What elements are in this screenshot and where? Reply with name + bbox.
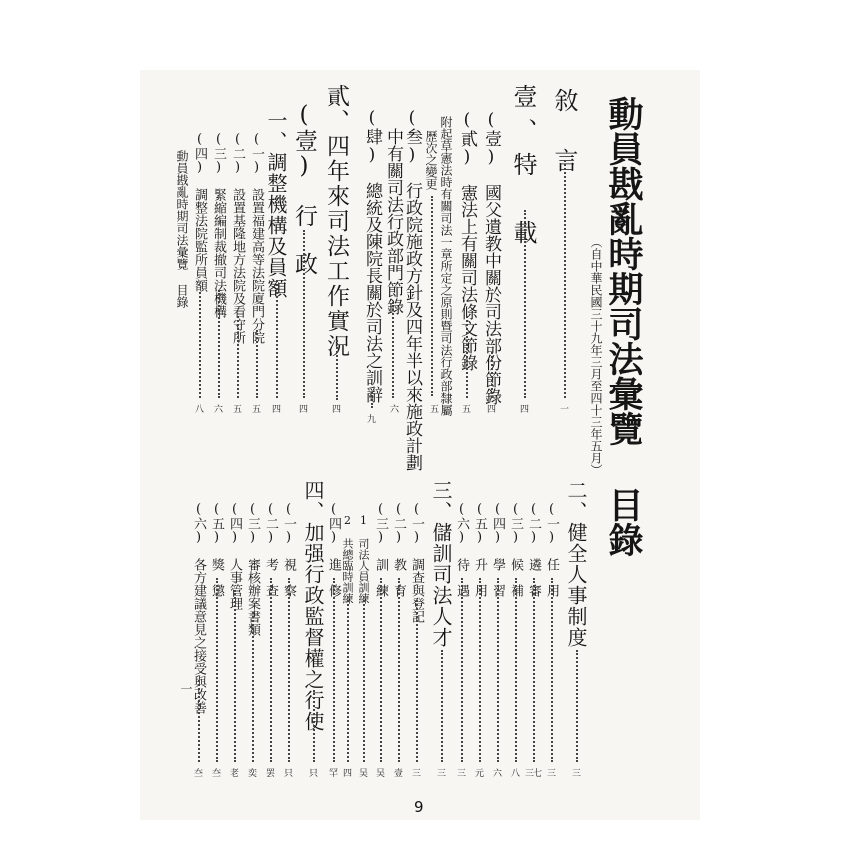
toc-entry: (一) 任 用 — [544, 502, 559, 597]
toc-leader — [256, 330, 258, 398]
toc-entry: (二) 考 查 — [263, 502, 278, 597]
toc-page: 夳 — [193, 769, 203, 779]
toc-page: 六 — [492, 769, 502, 779]
toc-leader — [515, 578, 517, 762]
toc-entry: (二) 設置基隆地方法院及看守所 — [230, 132, 245, 344]
toc-entry-preface: 敘 言 — [550, 88, 578, 178]
toc-entry: (五) 升 用 — [472, 502, 487, 597]
toc-entry: (六) 待 遇 — [454, 502, 469, 597]
toc-page: 四 — [298, 405, 308, 415]
toc-entry: (三) 審核辦案書類 — [245, 502, 260, 636]
toc-entry: (二) 遴 審 — [526, 502, 541, 597]
margin-running-title: 動員戡亂時期司法彙覽 目錄 — [175, 150, 189, 308]
toc-page: 夳 — [211, 769, 221, 779]
toc-entry: (四) 調整法院監所員額 — [192, 132, 207, 292]
toc-leader — [461, 578, 463, 762]
toc-page: 三七 — [524, 769, 542, 779]
toc-leader — [333, 578, 335, 762]
page-number: 9 — [414, 798, 424, 816]
toc-page: 罢 — [265, 769, 275, 779]
toc-leader — [533, 578, 535, 762]
toc-page: 六 — [389, 405, 399, 415]
toc-entry: (五) 獎 懲 — [209, 502, 224, 597]
toc-page: 三 — [456, 769, 466, 779]
toc-page: 老 — [229, 769, 239, 779]
toc-leader — [551, 578, 553, 762]
toc-entry: (一) 設置福建高等法院廈門分院 — [249, 132, 264, 344]
toc-leader — [380, 578, 382, 762]
toc-leader — [564, 160, 566, 398]
toc-page: 五 — [461, 405, 471, 415]
toc-leader — [313, 690, 315, 762]
toc-leader — [441, 650, 443, 762]
toc-entry: (三) 緊縮編制裁撤司法機構 — [211, 132, 226, 318]
toc-leader — [363, 600, 365, 762]
toc-entry: (一) 調查與登記 — [409, 502, 424, 623]
toc-entry: (四) 進 修 — [326, 502, 341, 597]
toc-page: 五 — [429, 405, 439, 415]
toc-entry-appendix-cont: 歷次之變更 — [424, 130, 438, 190]
toc-leader — [524, 210, 526, 398]
toc-entry-cont: 中有關司法行政部門節錄 — [383, 128, 403, 315]
toc-page: 五 — [232, 405, 242, 415]
toc-leader — [392, 302, 394, 398]
toc-entry-heading: 三、儲訓司法人才 — [429, 480, 453, 648]
toc-entry: (三) 候 補 — [508, 502, 523, 597]
toc-leader — [270, 578, 272, 762]
toc-leader — [237, 316, 239, 398]
toc-page: 四 — [342, 769, 352, 779]
toc-page: 四 — [271, 405, 281, 415]
document-subtitle: （自中華民國三十九年三月至四十三年五月） — [589, 236, 603, 476]
toc-entry-section-2: 貳、四年來司法工作實況 — [323, 84, 349, 359]
toc-page: 六 — [213, 405, 223, 415]
toc-entry: (貳) 憲法上有關司法條文節錄 — [457, 110, 477, 371]
toc-leader — [276, 280, 278, 398]
toc-page: 八 — [510, 769, 520, 779]
toc-page: 四 — [331, 405, 341, 415]
toc-leader — [497, 578, 499, 762]
toc-leader — [576, 650, 578, 762]
toc-entry: (二) 教 育 — [391, 502, 406, 597]
toc-page: 罕 — [328, 769, 338, 779]
toc-entry: (三) 訓 練 — [373, 502, 388, 597]
toc-page: 三 — [546, 769, 556, 779]
toc-leader — [216, 578, 218, 762]
toc-leader — [371, 392, 373, 408]
toc-leader — [288, 578, 290, 762]
toc-entry-heading: 二、健全人事制度 — [564, 480, 588, 648]
toc-entry: 1 司法人員訓練 — [357, 514, 370, 604]
toc-entry: (壹) 行 政 — [291, 102, 317, 276]
toc-entry: (壹) 國父遺教中關於司法部份節錄 — [481, 110, 501, 405]
toc-leader — [416, 600, 418, 762]
toc-entry: (一) 視 察 — [281, 502, 296, 597]
toc-page: 三 — [571, 769, 581, 779]
toc-page: 五 — [251, 405, 261, 415]
toc-page: 三 — [436, 769, 446, 779]
toc-page: 吴 — [358, 769, 368, 779]
toc-leader — [491, 352, 493, 398]
toc-page: 九 — [366, 415, 376, 425]
toc-page: 八 — [194, 405, 204, 415]
toc-entry-section-1: 壹、特 載 — [509, 84, 537, 254]
toc-page: 奕 — [247, 769, 257, 779]
toc-page: 三 — [411, 769, 421, 779]
toc-entry-heading: 四、加强行政監督權之行使 — [301, 480, 325, 732]
toc-page: 吴 — [375, 769, 385, 779]
toc-entry: 一、調整機構及員額 — [264, 110, 288, 299]
toc-entry: (四) 人事管理 — [227, 502, 242, 610]
toc-leader — [198, 680, 200, 762]
toc-entry: (六) 各方建議意見之接受與改善 — [191, 502, 206, 714]
toc-leader — [218, 290, 220, 398]
toc-leader — [252, 612, 254, 762]
toc-entry: 2 共總臨時訓練 — [341, 514, 354, 604]
toc-entry: (叁) 行政院施政方針及四年半以來施政計劃 — [402, 108, 422, 471]
toc-page: 四 — [519, 405, 529, 415]
toc-leader — [336, 340, 338, 400]
toc-leader — [347, 600, 349, 762]
toc-entry: (四) 學 習 — [490, 502, 505, 597]
toc-entry-appendix: 附起草憲法時有關司法一章所定之原則暨司法行政部隸屬 — [439, 116, 453, 416]
toc-page: 壹 — [393, 769, 403, 779]
toc-leader — [398, 578, 400, 762]
toc-leader — [234, 590, 236, 762]
toc-leader — [199, 292, 201, 398]
toc-page: 一 — [559, 405, 569, 415]
corner-mark: 一 — [180, 682, 192, 696]
toc-page: 只 — [308, 769, 318, 779]
toc-leader — [303, 230, 305, 398]
toc-leader — [479, 578, 481, 762]
toc-leader — [466, 316, 468, 398]
toc-page: 只 — [283, 769, 293, 779]
toc-page: 元 — [474, 769, 484, 779]
toc-page: 四 — [486, 405, 496, 415]
document-title: 動員戡亂時期司法彙覽 目錄 — [603, 96, 644, 557]
toc-entry: (肆) 總統及陳院長關於司法之訓辭 — [362, 108, 382, 403]
toc-leader — [431, 196, 433, 396]
